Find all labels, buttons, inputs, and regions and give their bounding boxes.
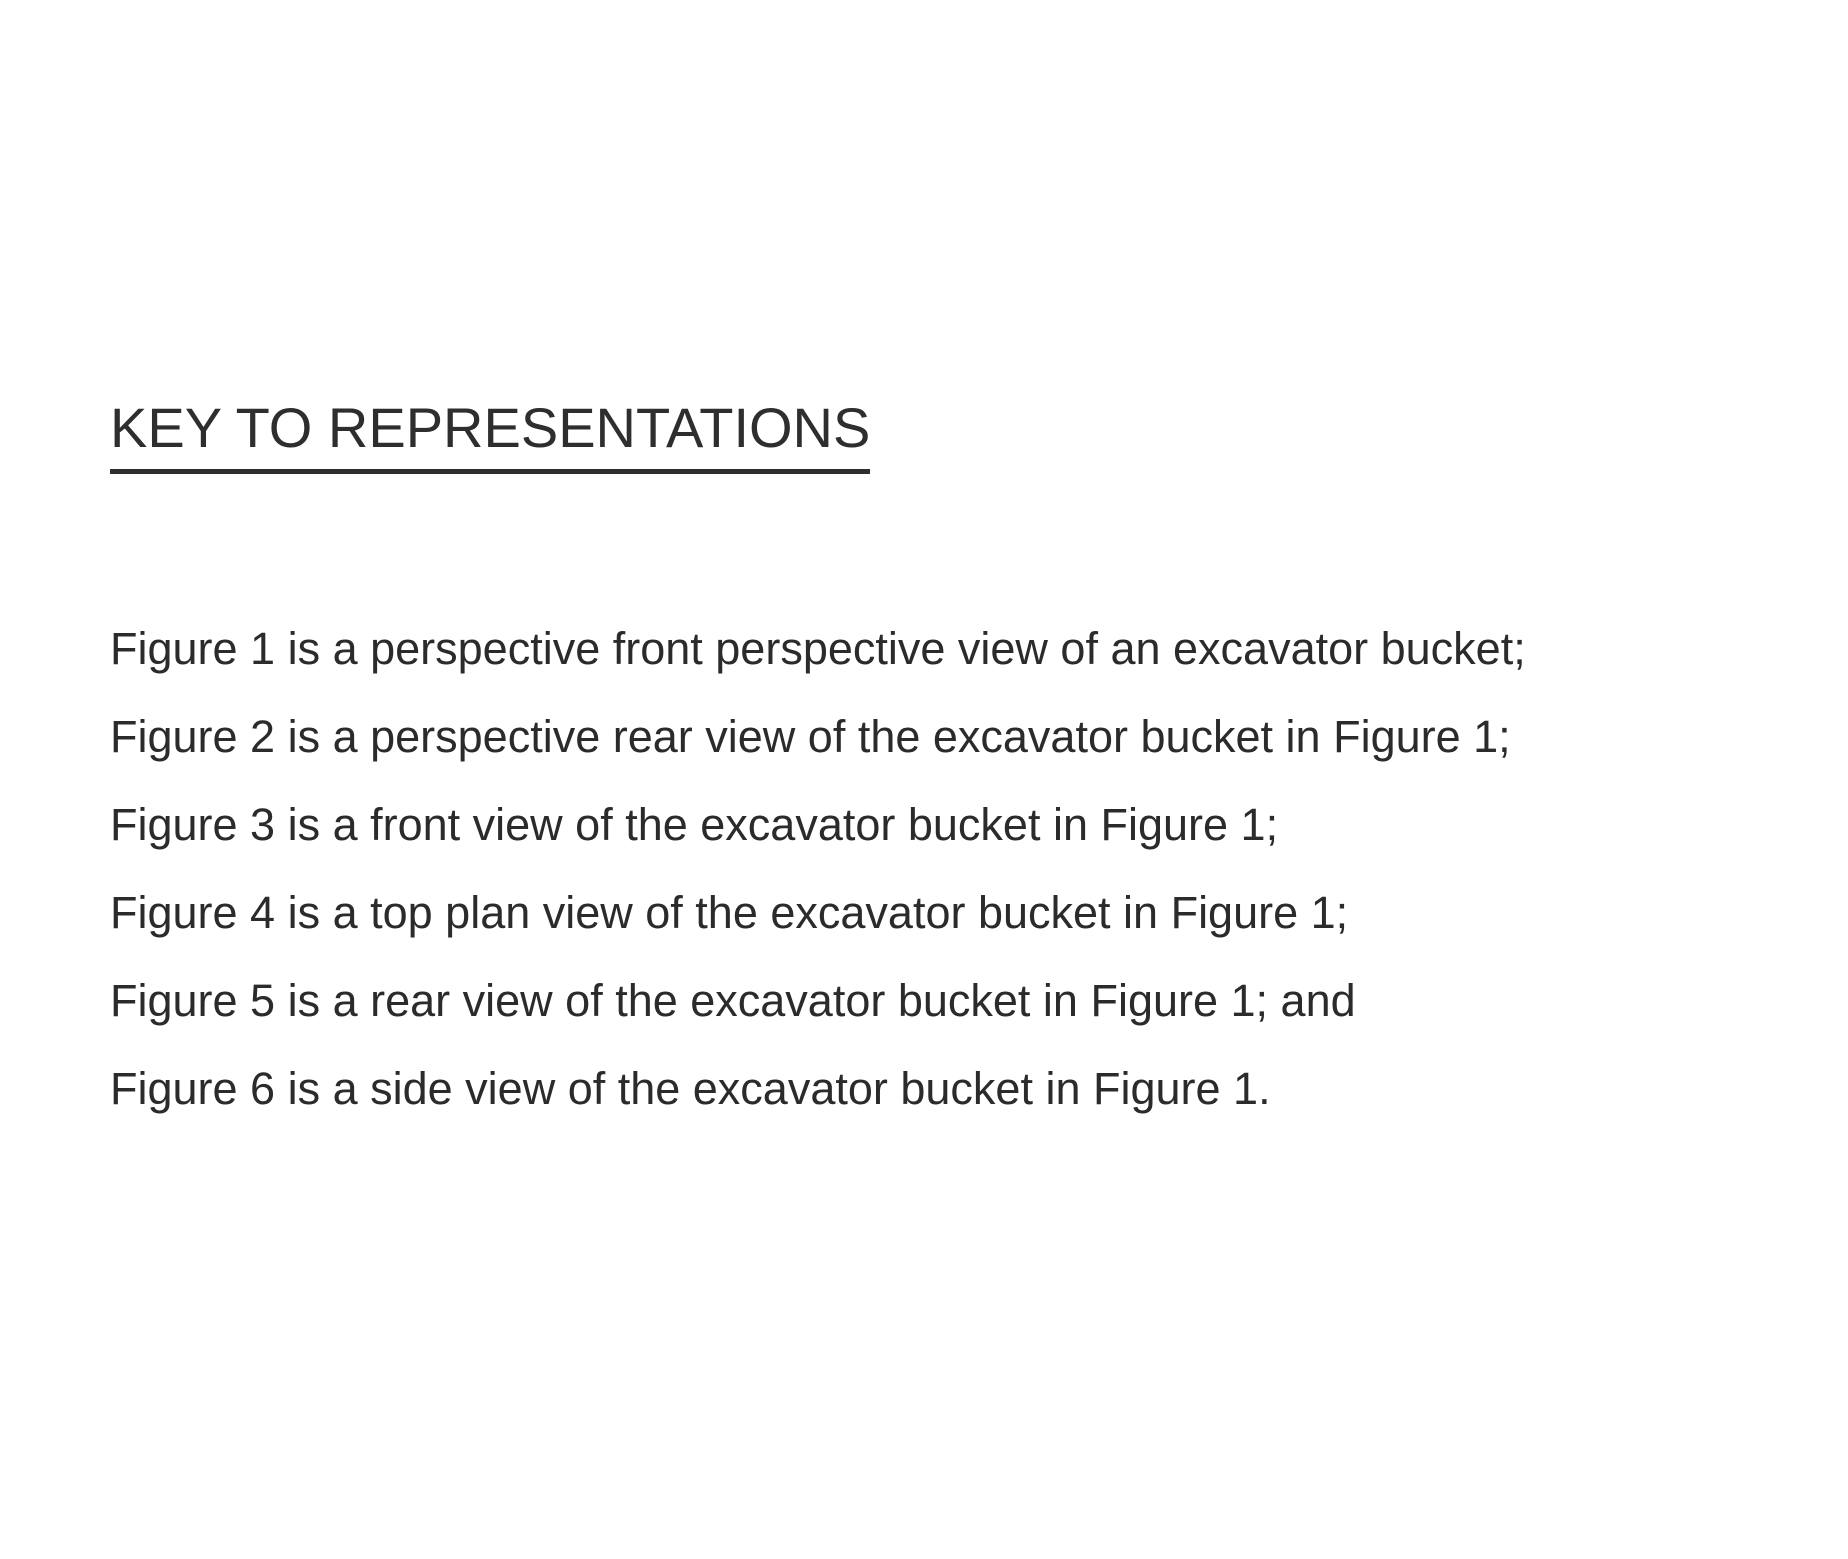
figure-3-description: Figure 3 is a front view of the excavator bucket in Figure 1; (110, 799, 1279, 850)
section-heading: KEY TO REPRESENTATIONS (110, 393, 870, 474)
figure-6-description: Figure 6 is a side view of the excavator bucket in Figure 1. (110, 1063, 1271, 1114)
figure-4-description: Figure 4 is a top plan view of the excavator bucket in Figure 1; (110, 887, 1349, 938)
figure-1-description: Figure 1 is a perspective front perspective view of an excavator bucket; (110, 623, 1526, 674)
figure-2-description: Figure 2 is a perspective rear view of the excavator bucket in Figure 1; (110, 711, 1511, 762)
figure-5-description: Figure 5 is a rear view of the excavator bucket in Figure 1; and (110, 975, 1356, 1026)
figure-key-list (110, 605, 1810, 1133)
